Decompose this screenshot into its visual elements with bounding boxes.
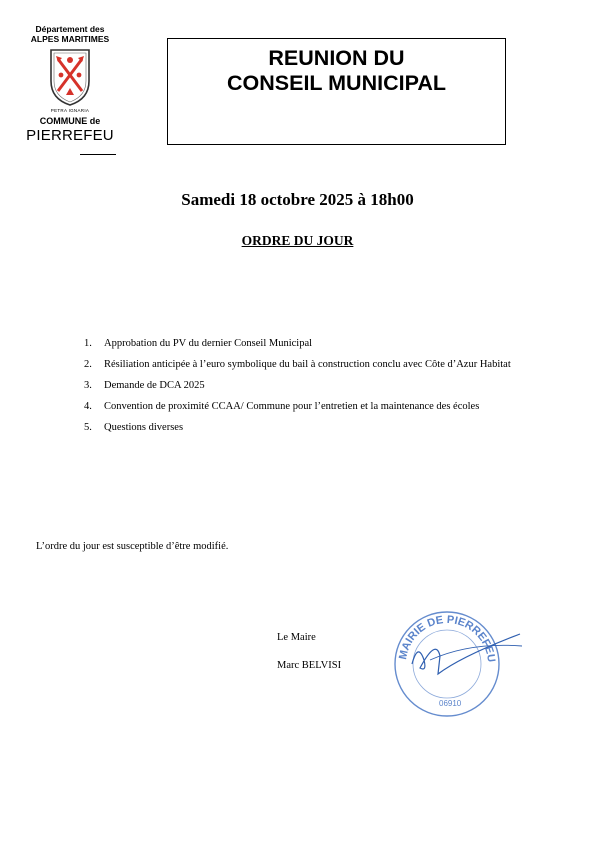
agenda-title: ORDRE DU JOUR (241, 233, 354, 248)
meeting-date: Samedi 18 octobre 2025 à 18h00 (181, 190, 414, 209)
item-number: 1. (84, 338, 92, 349)
item-text: Approbation du PV du dernier Conseil Municipal (104, 338, 313, 349)
stamp-text: MAIRIE DE PIERREFEU (397, 613, 498, 663)
official-stamp-icon (390, 602, 540, 717)
agenda-list (84, 333, 560, 438)
item-number: 3. (84, 380, 92, 391)
list-item (84, 333, 560, 354)
list-item (84, 396, 560, 417)
department-line1: Département des (35, 24, 105, 34)
department-line2: ALPES MARITIMES (30, 34, 110, 44)
list-item (84, 354, 560, 375)
header-rule (80, 154, 116, 155)
stamp-code: 06910 (439, 699, 462, 708)
item-text: Convention de proximité CCAA/ Commune pour l’entretien et la maintenance des écoles (104, 401, 480, 412)
item-text: Questions diverses (104, 422, 184, 433)
title-line2: CONSEIL MUNICIPAL (227, 71, 446, 95)
town-name: PIERREFEU (26, 127, 114, 144)
item-number: 2. (84, 359, 92, 370)
modification-note: L’ordre du jour est susceptible d’être modifié. (36, 541, 229, 552)
item-text: Demande de DCA 2025 (104, 380, 205, 391)
commune-label: COMMUNE de (39, 116, 101, 126)
motto: PETRA IGNARIA (50, 108, 90, 113)
title-line1: REUNION DU (268, 46, 405, 70)
svg-text:MAIRIE DE PIERREFEU (397, 614, 497, 663)
municipal-header (14, 24, 126, 155)
list-item (84, 417, 560, 438)
item-number: 4. (84, 401, 92, 412)
signatory-role: Le Maire (277, 632, 316, 643)
list-item (84, 375, 560, 396)
item-text: Résiliation anticipée à l’euro symbolique du bail à construction conclu avec Côte d’Azur Habitat (104, 359, 511, 370)
title-box (167, 38, 506, 145)
signatory-name: Marc BELVISI (277, 660, 342, 671)
coat-of-arms-icon (47, 47, 93, 107)
item-number: 5. (84, 422, 92, 433)
